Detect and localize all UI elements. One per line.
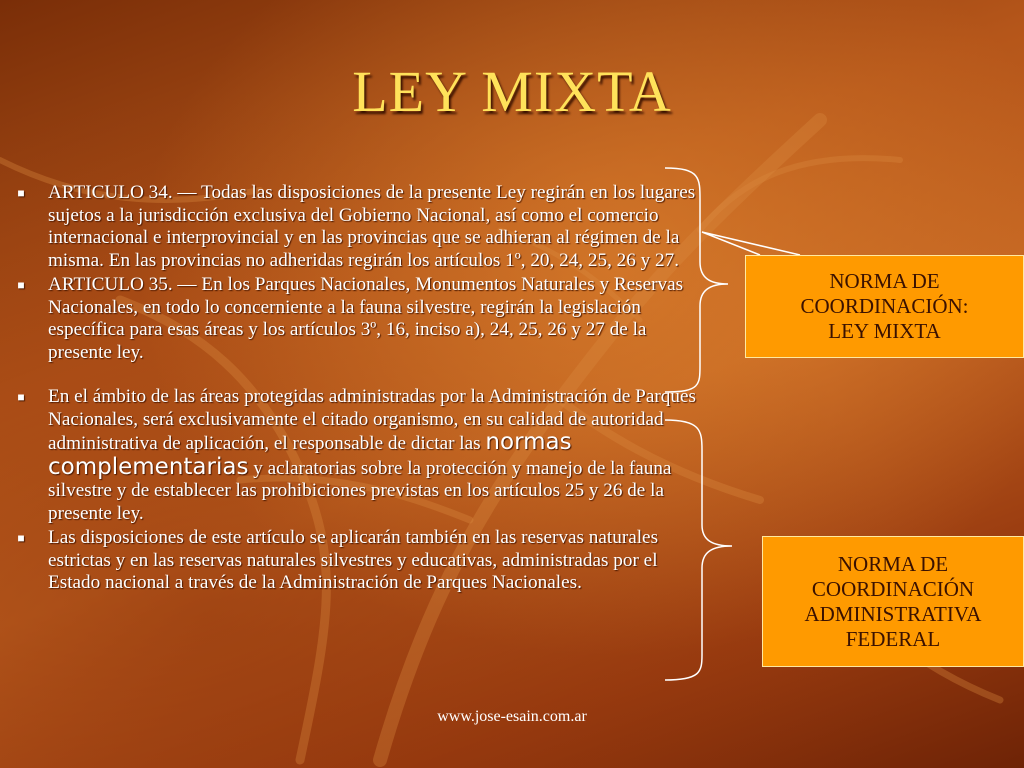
callout-line: FEDERAL bbox=[845, 626, 941, 651]
callout-line: LEY MIXTA bbox=[828, 319, 941, 343]
bullet-text: y aclaratorias sobre la protección y manejo de la fauna silvestre y de establecer las prohibiciones previstas en los artículos 25 y 26 de la presente ley. bbox=[48, 457, 672, 524]
callout-line: COORDINACIÓN: bbox=[800, 294, 969, 318]
callout-box-ley-mixta bbox=[745, 255, 1024, 358]
emphasis-text: normas complementarias bbox=[48, 429, 572, 480]
callout-line: NORMA DE bbox=[829, 269, 940, 293]
footer-url: www.jose-esain.com.ar bbox=[437, 708, 587, 725]
bullet-text: Las disposiciones de este artículo se aplicarán también en las reservas naturales estrictas y en las reservas naturales silvestres y educativas, administradas por el Estado nacional a través de la Administración de Parques Nacionales. bbox=[48, 527, 659, 593]
bullet-text: ARTICULO 34. — Todas las disposiciones de la presente Ley regirán en los lugares sujetos a la jurisdicción exclusiva del Gobierno Nacional, así como el comercio internacional e interprovincial y en las provincias que se adhieran al régimen de la misma. En las provincias no adheridas regirán los artículos 1º, 20, 24, 25, 26 y 27. bbox=[48, 182, 696, 271]
square-bullet-icon: ■ bbox=[17, 186, 25, 200]
callout-pointer bbox=[702, 232, 800, 255]
callout-box-administrativa-federal bbox=[762, 536, 1024, 667]
right-brace-upper bbox=[665, 168, 728, 392]
square-bullet-icon: ■ bbox=[17, 390, 25, 404]
bullet-text: ARTICULO 35. — En los Parques Nacionales, Monumentos Naturales y Reservas Nacionales, en todo lo concerniente a la fauna silvestre, regirán la legislación específica para esas áreas y los artículos 3º, 16, inciso a), 24, 25, 26 y 27 de la presente ley. bbox=[48, 274, 684, 363]
callout-line: NORMA DE bbox=[837, 551, 949, 576]
callout-line: ADMINISTRATIVA bbox=[804, 601, 982, 626]
slide-title: LEY MIXTA bbox=[352, 59, 672, 124]
right-brace-lower bbox=[665, 420, 732, 680]
bullet-text: En el ámbito de las áreas protegidas administradas por la Administración de Parques Nacionales, será exclusivamente el citado organismo, en su calidad de autoridad administrativa de aplicación, el responsable de dictar las bbox=[48, 386, 696, 454]
callout-line: COORDINACIÓN bbox=[811, 576, 975, 601]
square-bullet-icon: ■ bbox=[17, 278, 25, 292]
square-bullet-icon: ■ bbox=[17, 531, 25, 545]
